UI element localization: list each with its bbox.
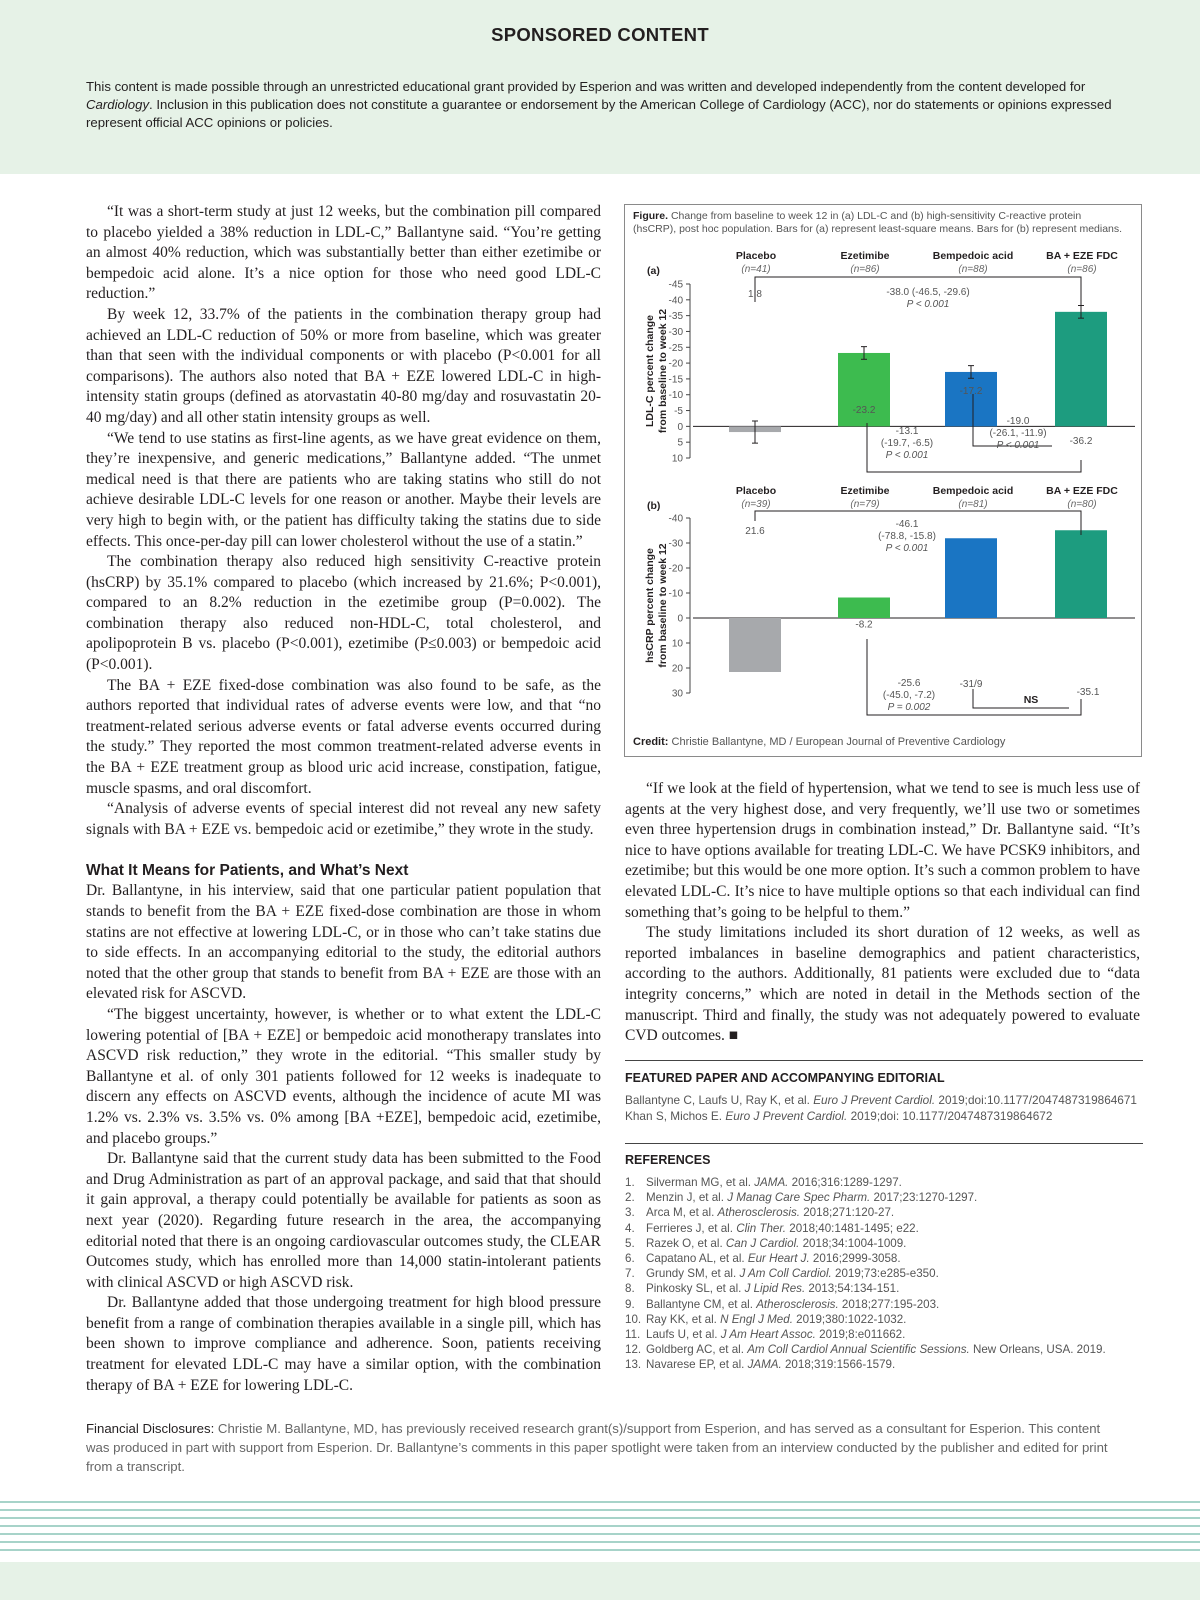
disclaimer-text-1: This content is made possible through an unrestricted educational grant provided by Esperion and was written and developed independently from the content developed for — [86, 79, 1086, 94]
body-paragraph: “If we look at the field of hypertension, what we tend to see is much less use of agents at the very highest dose, and very frequently, we’ll use two or sometimes even three hypertension drugs in combination instead,” Dr. Ballantyne said. “It’s nice to have options available for treating LDL-C. We have PCSK9 inhibitors, and ezetimibe; but this would be one more option. It’s such a common problem to have elevated LDL-C. It’s nice to have multiple options so that each individual can find something that’s going to be helpful to them.” — [625, 780, 1140, 921]
group-label: Bempedoic acid — [932, 485, 1014, 497]
y-tick-label: 30 — [671, 688, 683, 700]
comparison-bracket — [973, 689, 1069, 708]
y-tick-label: -35 — [668, 311, 683, 323]
reference-item: 5. Razek O, et al. Can J Cardiol. 2018;34:1004-1009. — [625, 1236, 907, 1250]
y-tick-label: -40 — [668, 513, 683, 525]
reference-item: 1. Silverman MG, et al. JAMA. 2016;316:1289-1297. — [625, 1176, 902, 1189]
comparison-label: -38.0 (-46.5, -29.6) — [886, 287, 970, 298]
value-label: -35.1 — [1076, 686, 1100, 698]
featured-list — [625, 1093, 1143, 1124]
body-paragraph: “We tend to use statins as first-line agents, as we have great evidence on them, they’re inexpensive, and generic medications,” Ballantyne added. “The unmet medical need is that there are patients who are taking statins who still do not achieve desirable LDL-C levels for one reason or another. Maybe their levels are very high to begin with, or the patient has difficulty taking the statins due to side effects. This once-per-day pill can lower cholesterol without the use of a statin.” — [86, 429, 601, 550]
group-n-label: (n=39) — [741, 499, 771, 510]
comparison-label: P < 0.001 — [885, 450, 929, 461]
value-label: -17.2 — [959, 386, 983, 398]
header-disclaimer — [86, 78, 1136, 132]
comparison-label: P < 0.001 — [885, 543, 929, 554]
y-tick-label: -20 — [668, 358, 683, 370]
body-paragraph: The combination therapy also reduced high sensitivity C-reactive protein (hsCRP) by 35.1% compared to placebo (which increased by 21.6%; P<0.001), compared to an 8.2% reduction in the ezetimibe group (P=0.002). The combination therapy also reduced non-HDL-C, total cholesterol, and apolipoprotein B vs. placebo (P<0.001), ezetimibe (P≤0.003) or bempedoic acid (P<0.001). — [86, 553, 601, 674]
reference-item: 11. Laufs U, et al. J Am Heart Assoc. 2019;8:e011662. — [625, 1328, 906, 1342]
group-n-label: (n=80) — [1067, 499, 1097, 510]
comparison-label: (-19.7, -6.5) — [880, 438, 934, 449]
footer-stripes — [0, 1497, 1200, 1600]
y-axis-title-line-2: from baseline to week 12 — [657, 543, 669, 668]
group-n-label: (n=86) — [1067, 264, 1097, 275]
body-paragraph: The BA + EZE fixed-dose combination was also found to be safe, as the authors reported that individual rates of adverse events were low, and that “no treatment-related serious adverse events or fatal adverse events occurred during the study.” They reported the most common treatment-related adverse events in the BA + EZE treatment group as blood uric acid increase, constipation, fatigue, muscle spasms, and oral discomfort. — [86, 676, 601, 797]
value-label: -31/9 — [959, 678, 983, 690]
body-paragraph: Dr. Ballantyne, in his interview, said that one particular patient population that stands to benefit from the BA + EZE fixed-dose combination are those in whom statins are not effective at lowering LDL-C, or in those who can’t take statins due to side effects. In an accompanying editorial to the study, the editorial authors noted that the other group that stands to benefit from BA + EZE are those with an elevated risk for ASCVD. — [86, 882, 601, 1003]
right-column-text — [625, 779, 1140, 1047]
bar-bempedoic-acid — [945, 538, 997, 618]
featured-item: Khan S, Michos E. Euro J Prevent Cardiol. 2019;doi: 10.1177/2047487319864672 — [625, 1108, 1053, 1123]
reference-item: 7. Grundy SM, et al. J Am Coll Cardiol. 2019;73:e285-e350. — [625, 1267, 939, 1281]
comparison-label: -13.1 — [895, 426, 919, 437]
group-n-label: (n=86) — [850, 264, 880, 275]
reference-item: 2. Menzin J, et al. J Manag Care Spec Pharm. 2017;23:1270-1297. — [625, 1191, 978, 1205]
y-tick-label: -30 — [668, 326, 683, 338]
ns-label: NS — [1023, 694, 1039, 706]
y-tick-label: -30 — [668, 538, 683, 550]
group-label: Placebo — [735, 250, 777, 262]
section-heading: What It Means for Patients, and What’s Next — [86, 862, 409, 880]
y-tick-label: 10 — [671, 453, 683, 465]
body-paragraph: “It was a short-term study at just 12 weeks, but the combination pill compared to placebo yielded a 38% reduction in LDL-C,” Ballantyne said. “You’re getting an almost 40% reduction, which was substantially better than either ezetimibe or bempedoic acid alone. It’s a nice option for those who need good LDL-C reduction.” — [86, 203, 601, 303]
featured-item: Ballantyne C, Laufs U, Ray K, et al. Euro J Prevent Cardiol. 2019;doi:10.1177/2047487319864671 — [625, 1093, 1137, 1107]
comparison-label: P < 0.001 — [996, 440, 1040, 451]
y-tick-label: 20 — [671, 663, 683, 675]
disclosures-label: Financial Disclosures: — [86, 1421, 215, 1436]
group-n-label: (n=41) — [741, 264, 771, 275]
bar-bempedoic-acid — [945, 372, 997, 426]
group-label: BA + EZE FDC — [1046, 250, 1118, 262]
featured-divider — [625, 1060, 1143, 1061]
references-list — [625, 1175, 1145, 1373]
y-tick-label: -15 — [668, 374, 683, 386]
body-paragraph: Dr. Ballantyne added that those undergoing treatment for high blood pressure benefit from a range of combination therapies available in a single pill, which has been shown to improve compliance and adherence. Soon, patients receiving treatment for elevated LDL-C may have a similar option, with the combination therapy of BA + EZE for lowering LDL-C. — [86, 1294, 601, 1394]
y-axis-title-line-1: hsCRP percent change — [644, 548, 656, 663]
disclaimer-journal: Cardiology — [86, 97, 150, 112]
comparison-label: P < 0.001 — [906, 299, 950, 310]
group-n-label: (n=81) — [958, 499, 988, 510]
references-heading: REFERENCES — [625, 1153, 711, 1167]
group-label: Ezetimibe — [840, 485, 890, 497]
comparison-label: -19.0 — [1006, 416, 1030, 427]
group-n-label: (n=79) — [850, 499, 880, 510]
y-tick-label: -25 — [668, 342, 683, 354]
panel-a — [644, 250, 1135, 472]
reference-item: 13. Navarese EP, et al. JAMA. 2018;319:1566-1579. — [625, 1358, 896, 1372]
y-tick-label: 10 — [671, 638, 683, 650]
group-label: BA + EZE FDC — [1046, 485, 1118, 497]
y-tick-label: 0 — [677, 421, 683, 433]
sponsored-header — [0, 0, 1200, 174]
comparison-label: -46.1 — [895, 519, 919, 530]
header-title: SPONSORED CONTENT — [491, 24, 709, 45]
group-label: Ezetimibe — [840, 250, 890, 262]
y-tick-label: -10 — [668, 390, 683, 402]
comparison-label: -25.6 — [897, 678, 921, 689]
y-tick-label: -45 — [668, 279, 683, 291]
figure-caption-line-2: (hsCRP), post hoc population. Bars for (a) represent least-square means. Bars for (b) represent medians. — [633, 223, 1123, 235]
y-axis-title-line-1: LDL-C percent change — [644, 314, 656, 428]
reference-item: 8. Pinkosky SL, et al. J Lipid Res. 2013;54:134-151. — [625, 1282, 900, 1296]
disclaimer-text-2: . Inclusion in this publication does not constitute a guarantee or endorsement by the American College of Cardiology (ACC), nor do statements or opinions expressed represent official ACC opinions or policies. — [86, 97, 1112, 130]
panel-b — [644, 485, 1135, 715]
comparison-label: (-45.0, -7.2) — [882, 690, 936, 701]
group-label: Bempedoic acid — [932, 250, 1014, 262]
panel-label: (a) — [647, 265, 660, 277]
y-tick-label: -10 — [668, 588, 683, 600]
left-column — [86, 202, 601, 1396]
reference-item: 9. Ballantyne CM, et al. Atherosclerosis. 2018;277:195-203. — [625, 1297, 940, 1311]
body-paragraph: “Analysis of adverse events of special interest did not reveal any new safety signals with BA + EZE vs. bempedoic acid or ezetimibe,” they wrote in the study. — [86, 800, 601, 838]
body-paragraph: Dr. Ballantyne said that the current study data has been submitted to the Food and Drug Administration as part of an approval package, and said that that should it gain approval, a therapy could potentially be available for patients as soon as next year (2020). Regarding future research in the area, the accompanying editorial noted that there is an ongoing cardiovascular outcomes study, the CLEAR Outcomes study, which has enrolled more than 14,000 statin-intolerant patients with clinical ASCVD or high ASCVD risk. — [86, 1150, 601, 1291]
y-tick-label: 5 — [677, 437, 683, 449]
reference-item: 3. Arca M, et al. Atherosclerosis. 2018;271:120-27. — [625, 1206, 895, 1220]
reference-item: 10. Ray KK, et al. N Engl J Med. 2019;380:1022-1032. — [625, 1312, 907, 1326]
figure-box — [624, 204, 1142, 757]
value-label: -36.2 — [1069, 436, 1093, 448]
body-paragraph: “The biggest uncertainty, however, is whether or to what extent the LDL-C lowering potential of [BA + EZE] or bempedoic acid monotherapy translates into ASCVD risk reduction,” they wrote in the editorial. “This smaller study by Ballantyne et al. of only 301 patients followed for 12 weeks is inadequate to discern any effects on ASCVD events, although the incidence of acute MI was 1.2% vs. 2.3% vs. 3.5% vs. 0% among [BA +EZE], bempedoic acid, ezetimibe, and placebo groups.” — [86, 1005, 601, 1147]
body-paragraph: The study limitations included its short duration of 12 weeks, as well as reported imbalances in baseline demographics and patient characteristics, according to the authors. Additionally, 81 patients were excluded due to “data integrity concerns,” which are noted in detail in the Methods section of the manuscript. Third and finally, the study was not adequately powered to evaluate CVD outcomes. ■ — [625, 924, 1140, 1045]
references-divider — [625, 1143, 1143, 1144]
figure-chart — [625, 205, 1143, 758]
body-paragraph: By week 12, 33.7% of the patients in the combination therapy group had achieved an LDL-C reduction of 50% or more from baseline, which was greater than that seen with the individual components or with placebo (P<0.001 for all comparisons). The authors also noted that BA + EZE lowered LDL-C in high-intensity statin groups (defined as atorvastatin 40-80 mg/day and rosuvastatin 20-40 mg/day) and all other statin intensity groups as well. — [86, 305, 601, 426]
bar-ba-eze-fdc — [1055, 530, 1107, 618]
y-tick-label: -20 — [668, 563, 683, 575]
value-label: -23.2 — [852, 405, 876, 417]
financial-disclosures — [86, 1419, 1126, 1476]
disclosures-text: Christie M. Ballantyne, MD, has previously received research grant(s)/support from Esperion, and has served as a consultant for Esperion. This content was produced in part with support from Esperion. Dr. Ballantyne’s comments in this paper spotlight were taken from an interview conducted by the publisher and edited for print from a transcript. — [86, 1421, 1108, 1474]
y-axis-title-line-2: from baseline to week 12 — [657, 308, 669, 434]
y-tick-label: 0 — [677, 613, 683, 625]
group-label: Placebo — [735, 485, 777, 497]
value-label: 1.8 — [748, 288, 762, 300]
panel-label: (b) — [647, 500, 661, 512]
reference-item: 6. Capatano AL, et al. Eur Heart J. 2016;2999-3058. — [625, 1252, 901, 1266]
comparison-label: P = 0.002 — [887, 702, 931, 713]
bar-placebo — [729, 618, 781, 672]
reference-item: 4. Ferrieres J, et al. Clin Ther. 2018;40:1481-1495; e22. — [625, 1221, 919, 1235]
comparison-label: (-78.8, -15.8) — [878, 531, 936, 542]
y-tick-label: -5 — [674, 406, 683, 418]
bar-ba-eze-fdc — [1055, 312, 1107, 427]
group-n-label: (n=88) — [958, 264, 988, 275]
y-tick-label: -40 — [668, 295, 683, 307]
comparison-label: (-26.1, -11.9) — [989, 428, 1047, 439]
figure-credit: Credit: Christie Ballantyne, MD / European Journal of Preventive Cardiology — [633, 736, 1006, 748]
reference-item: 12. Goldberg AC, et al. Am Coll Cardiol Annual Scientific Sessions. New Orleans, USA. 2019. — [625, 1343, 1106, 1357]
figure-caption-line-1: Figure. Change from baseline to week 12 in (a) LDL-C and (b) high-sensitivity C-reactive protein — [633, 210, 1082, 222]
bar-ezetimibe — [838, 598, 890, 619]
value-label: 21.6 — [745, 526, 765, 537]
featured-heading: FEATURED PAPER AND ACCOMPANYING EDITORIAL — [625, 1071, 945, 1085]
value-label: -8.2 — [855, 619, 873, 631]
